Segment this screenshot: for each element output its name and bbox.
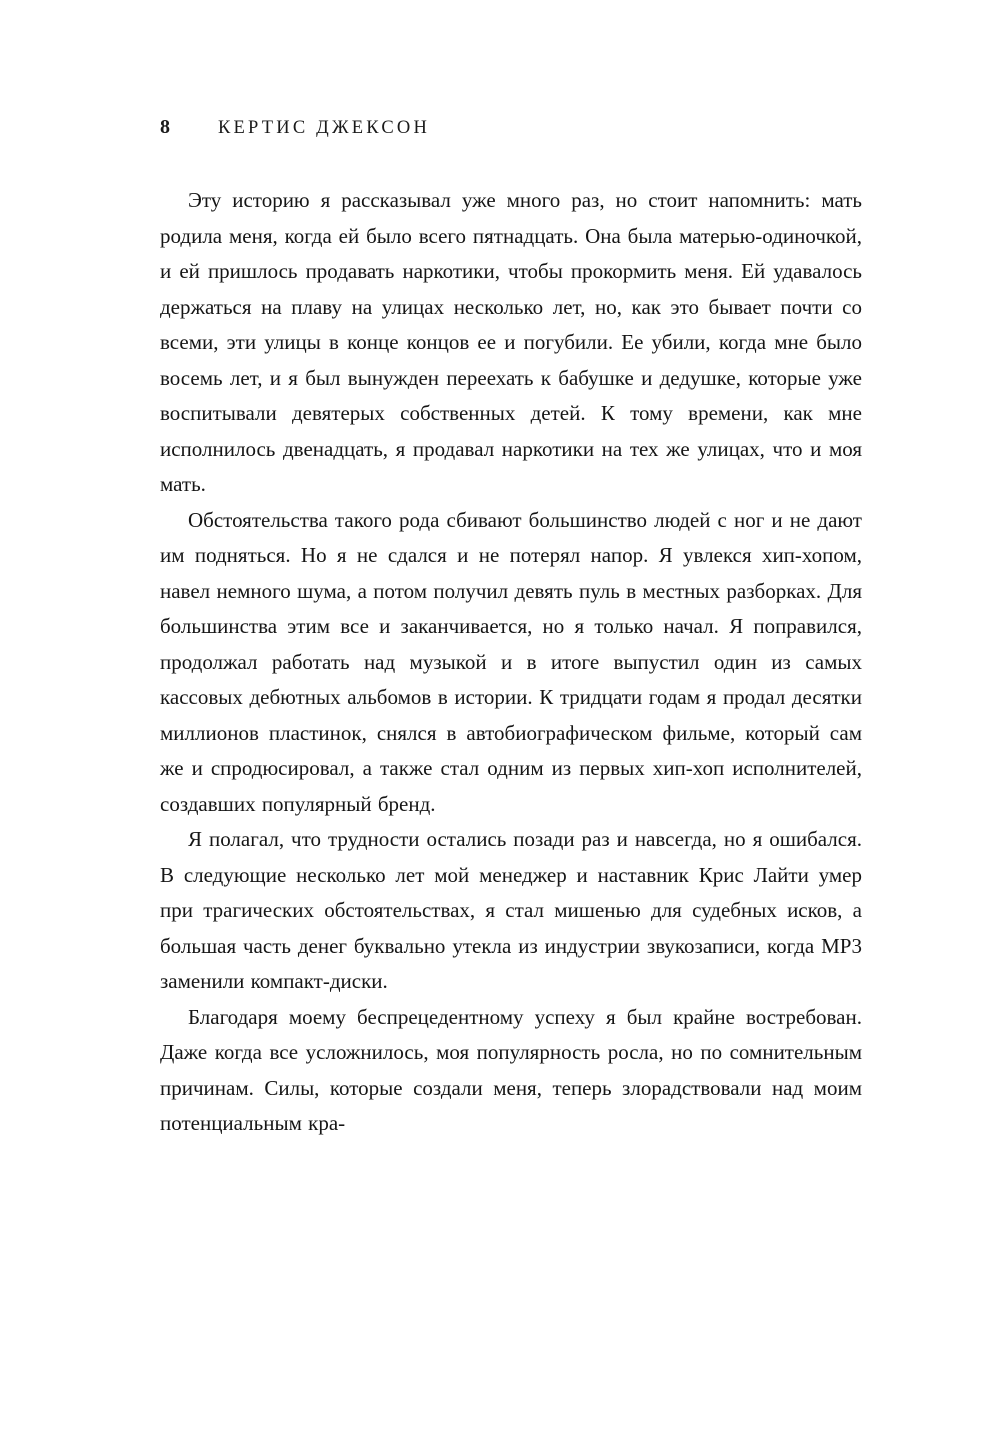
paragraph: Эту историю я рассказывал уже много раз, но стоит напомнить: мать родила меня, когда ей было всего пятнадцать. Она была матерью-одиночкой, и ей пришлось продавать наркотики, чтобы прокормить меня. Ей удавалось держаться на плаву на улицах несколько лет, но, как это бывает почти со всеми, эти улицы в конце концов ее и погубили. Ее убили, когда мне было восемь лет, и я был вынужден переехать к бабушке и дедушке, которые уже воспитывали девятерых собственных детей. К тому времени, как мне исполнилось двенадцать, я продавал наркотики на тех же улицах, что и моя мать. [160,188,862,496]
page-body-text [160,183,862,1142]
running-header [160,114,862,141]
page-number: 8 [160,116,170,138]
paragraph: Благодаря моему беспрецедентному успеху я был крайне востребован. Даже когда все усложнилось, моя популярность росла, но по сомнительным причинам. Силы, которые создали меня, теперь злорадствовали над моим потенциальным кра- [160,1004,862,1135]
paragraph: Я полагал, что трудности остались позади раз и навсегда, но я ошибался. В следующие несколько лет мой менеджер и наставник Крис Лайти умер при трагических обстоятельствах, я стал мишенью для судебных исков, а большая часть денег буквально утекла из индустрии звукозаписи, когда MP3 заменили компакт-диски. [160,827,862,993]
running-header-title: КЕРТИС ДЖЕКСОН [218,118,431,138]
paragraph: Обстоятельства такого рода сбивают большинство людей с ног и не дают им подняться. Но я не сдался и не потерял напор. Я увлекся хип-хопом, навел немного шума, а потом получил девять пуль в местных разборках. Для большинства этим все и заканчивается, но я только начал. Я поправился, продолжал работать над музыкой и в итоге выпустил один из самых кассовых дебютных альбомов в истории. К тридцати годам я продал десятки миллионов пластинок, снялся в автобиографическом фильме, который сам же и спродюсировал, а также стал одним из первых хип-хоп исполнителей, создавших популярный бренд. [160,507,862,816]
